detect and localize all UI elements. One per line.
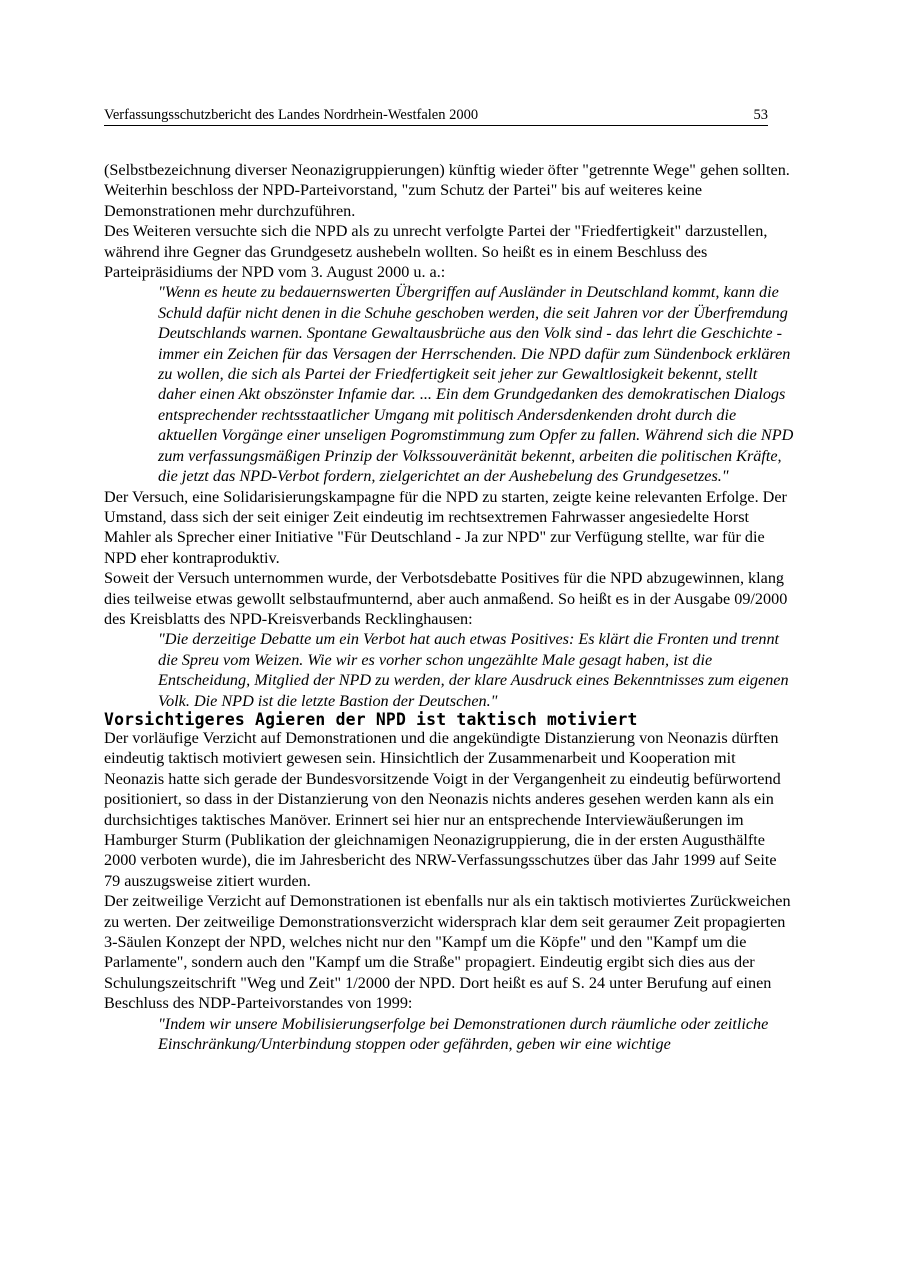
document-body: [104, 160, 794, 1054]
paragraph: Der zeitweilige Verzicht auf Demonstrationen ist ebenfalls nur als ein taktisch motiviertes Zurückweichen zu werten. Der zeitweilige Demonstrationsverzicht widersprach klar dem seit geraumer Zeit propagierten 3-Säulen Konzept der NPD, welches nicht nur den "Kampf um die Köpfe" und den "Kampf um die Parlamente", sondern auch den "Kampf um die Straße" propagiert. Eindeutig ergibt sich dies aus der Schulungszeitschrift "Weg und Zeit" 1/2000 der NPD. Dort heißt es auf S. 24 unter Berufung auf einen Beschluss des NDP-Parteivorstandes von 1999:: [104, 892, 791, 1013]
paragraph: (Selbstbezeichnung diverser Neonazigruppierungen) künftig wieder öfter "getrennte Wege" gehen sollten. Weiterhin beschloss der NPD-Parteivorstand, "zum Schutz der Partei" bis auf weiteres keine Demonstrationen mehr durchzuführen.: [104, 161, 790, 220]
section-heading: Vorsichtigeres Agieren der NPD ist taktisch motiviert: [104, 709, 638, 729]
block-quote: "Wenn es heute zu bedauernswerten Übergriffen auf Ausländer in Deutschland kommt, kann die Schuld dafür nicht denen in die Schuhe geschoben werden, die seit Jahren vor der Überfremdung Deutschlands warnen. Spontane Gewaltausbrüche aus den Volk sind - das lehrt die Geschichte - immer ein Zeichen für das Versagen der Herrschenden. Die NPD dafür zum Sündenbock erklären zu wollen, die sich als Partei der Friedfertigkeit seit jeher zur Gewaltlosigkeit bekennt, stellt daher einen Akt obszönster Infamie dar. ... Ein dem Grundgedanken des demokratischen Dialogs entsprechender rechtsstaatlicher Umgang mit politisch Andersdenkenden droht durch die aktuellen Vorgänge einer unseligen Pogromstimmung zum Opfer zu fallen. Während sich die NPD zum verfassungsmäßigen Prinzip der Volkssouveränität bekennt, arbeiten die politischen Kräfte, die jetzt das NPD-Verbot fordern, zielgerichtet an der Aushebelung des Grundgesetzes.": [158, 283, 794, 486]
paragraph: Soweit der Versuch unternommen wurde, der Verbotsdebatte Positives für die NPD abzugewinnen, klang dies teilweise etwas gewollt selbstaufmunternd, aber auch anmaßend. So heißt es in der Ausgabe 09/2000 des Kreisblatts des NPD-Kreisverbands Recklinghausen:: [104, 569, 788, 628]
paragraph: Der Versuch, eine Solidarisierungskampagne für die NPD zu starten, zeigte keine relevanten Erfolge. Der Umstand, dass sich der seit einiger Zeit eindeutig im rechtsextremen Fahrwasser angesiedelte Horst Mahler als Sprecher einer Initiative "Für Deutschland - Ja zur NPD" zur Verfügung stellte, war für die NPD eher kontraproduktiv.: [104, 487, 787, 567]
paragraph: Des Weiteren versuchte sich die NPD als zu unrecht verfolgte Partei der "Friedfertigkeit" darzustellen, während ihre Gegner das Grundgesetz aushebeln wollten. So heißt es in einem Beschluss des Parteipräsidiums der NPD vom 3. August 2000 u. a.:: [104, 222, 768, 282]
page-number: 53: [753, 107, 768, 123]
header-title: Verfassungsschutzbericht des Landes Nordrhein-Westfalen 2000: [104, 107, 479, 123]
block-quote: "Die derzeitige Debatte um ein Verbot hat auch etwas Positives: Es klärt die Fronten und trennt die Spreu vom Weizen. Wie wir es vorher schon ungezählte Male gesagt haben, ist die Entscheidung, Mitglied der NPD zu werden, der klare Ausdruck eines Bekenntnisses zum eigenen Volk. Die NPD ist die letzte Bastion der Deutschen.": [158, 630, 789, 710]
paragraph: Der vorläufige Verzicht auf Demonstrationen und die angekündigte Distanzierung von Neonazis dürften eindeutig taktisch motiviert gewesen sein. Hinsichtlich der Zusammenarbeit und Kooperation mit Neonazis hatte sich gerade der Bundesvorsitzende Voigt in der Vergangenheit zu eindeutig befürwortend positioniert, so dass in der Distanzierung von den Neonazis nichts anderes gesehen werden kann als ein durchsichtiges taktisches Manöver. Erinnert sei hier nur an entsprechende Interviewäußerungen im Hamburger Sturm (Publikation der gleichnamigen Neonazigruppierung, die in der ersten Augusthälfte 2000 verboten wurde), die im Jahresbericht des NRW-Verfassungsschutzes über das Jahr 1999 auf Seite 79 auszugsweise zitiert wurden.: [104, 728, 781, 890]
block-quote: "Indem wir unsere Mobilisierungserfolge bei Demonstrationen durch räumliche oder zeitliche Einschränkung/Unterbindung stoppen oder gefährden, geben wir eine wichtige: [158, 1014, 769, 1054]
running-header: [104, 106, 768, 126]
